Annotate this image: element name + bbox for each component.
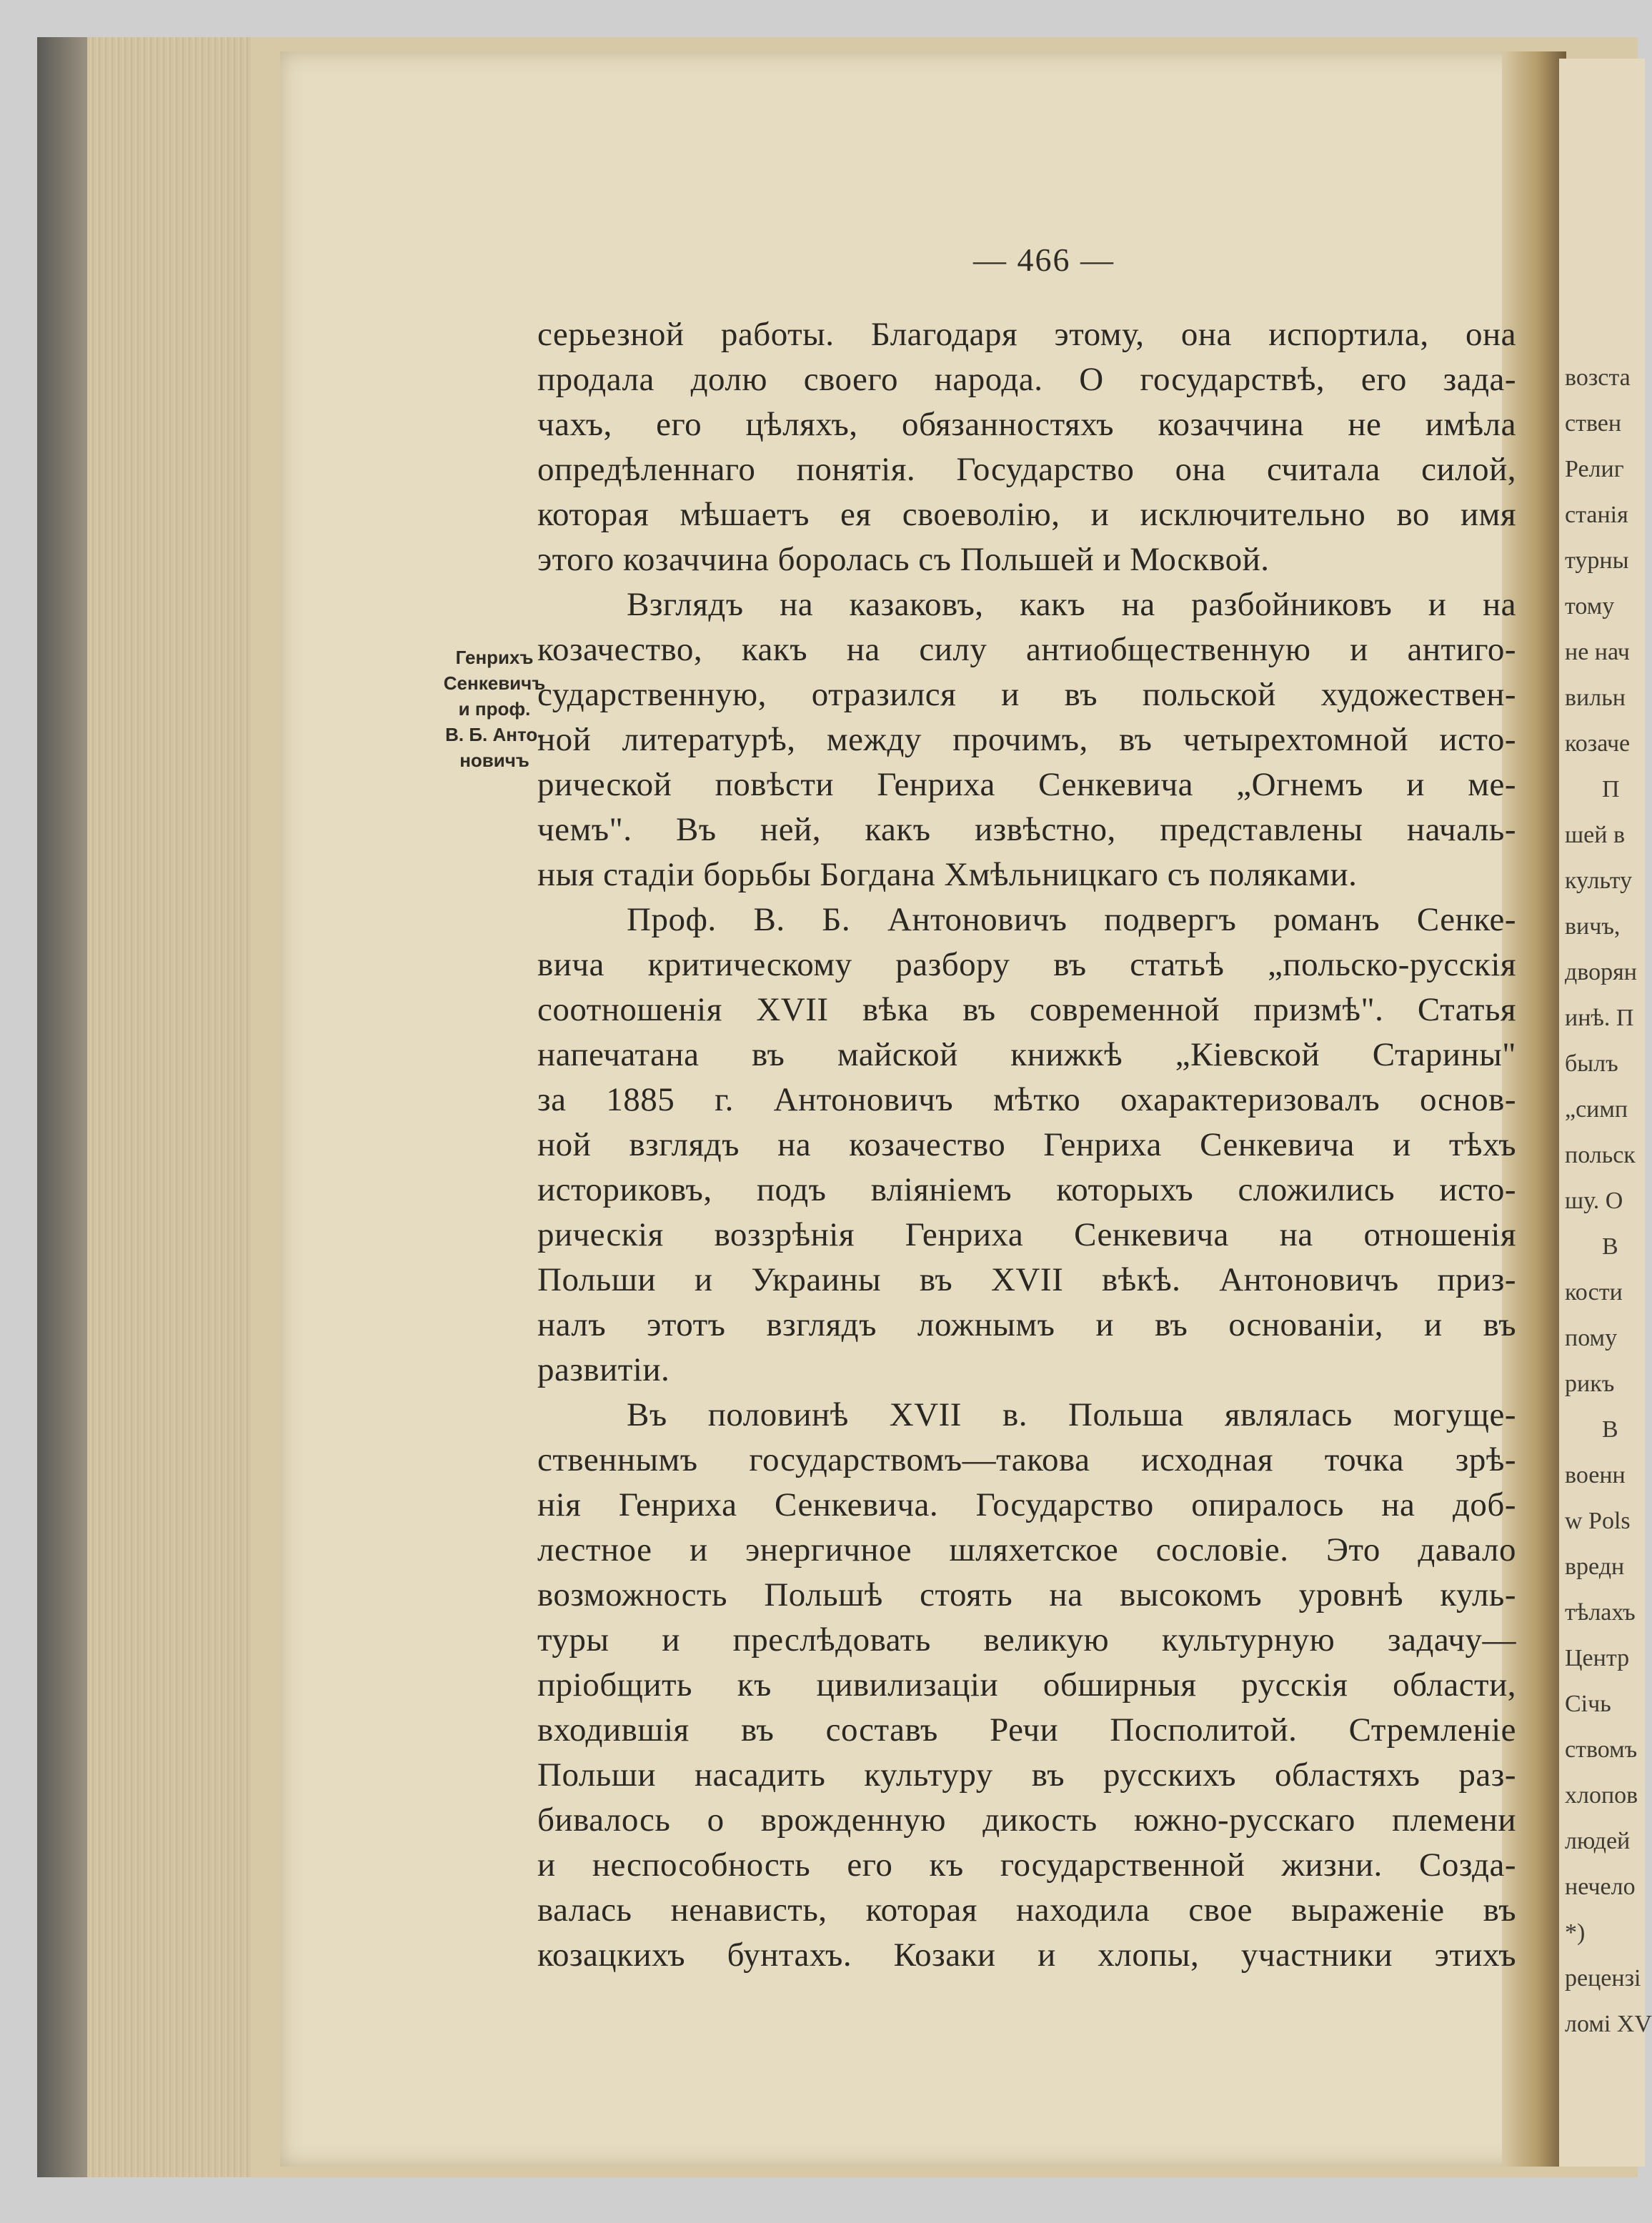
facing-page-line: былъ (1565, 1050, 1618, 1077)
facing-page-line: тѣлахъ (1565, 1599, 1636, 1626)
facing-page-line: ствомъ (1565, 1736, 1638, 1763)
facing-page-line: тому (1565, 593, 1615, 620)
book-cover-edge (37, 37, 87, 2177)
text-line: ной литературѣ, между прочимъ, въ четырехтомной исто- (537, 721, 1516, 758)
facing-page-line: шу. О (1565, 1188, 1623, 1214)
text-line: возможность Польшѣ стоять на высокомъ уровнѣ куль- (537, 1576, 1516, 1613)
text-line: историковъ, подъ вліяніемъ которыхъ сложились исто- (537, 1171, 1516, 1208)
facing-page-line: рецензі (1565, 1965, 1641, 1991)
text-line: нія Генриха Сенкевича. Государство опиралось на доб- (537, 1486, 1516, 1523)
text-line: валась ненависть, которая находила свое выраженіе въ (537, 1891, 1516, 1929)
facing-page-line: вичъ, (1565, 913, 1621, 940)
text-line: Польши насадить культуру въ русскихъ областяхъ раз- (537, 1756, 1516, 1794)
text-line: козацкихъ бунтахъ. Козаки и хлопы, участники этихъ (537, 1936, 1516, 1974)
facing-page-line: военн (1565, 1462, 1626, 1488)
text-line: Польши и Украины въ XVII вѣкѣ. Антоновичъ приз- (537, 1261, 1516, 1298)
margin-note-line: В. Б. Анто- (445, 724, 544, 745)
facing-page-line: В (1602, 1416, 1618, 1443)
facing-page-line: людей (1565, 1828, 1631, 1854)
text-line: чахъ, его цѣляхъ, обязанностяхъ козаччина не имѣла (537, 406, 1516, 443)
facing-page-line: П (1602, 776, 1620, 802)
facing-page-line: „симп (1565, 1096, 1628, 1123)
margin-note-line: новичъ (459, 750, 529, 771)
facing-page-line: станія (1565, 502, 1628, 528)
text-line: опредѣленнаго понятія. Государство она считала силой, (537, 451, 1516, 488)
facing-page-line: Січь (1565, 1691, 1611, 1717)
facing-page-line: инѣ. П (1565, 1005, 1634, 1031)
facing-page-line: польск (1565, 1142, 1636, 1168)
text-line: Въ половинѣ XVII в. Польша являлась могуще- (627, 1396, 1516, 1433)
text-line: и неспособность его къ государственной жизни. Созда- (537, 1846, 1516, 1884)
facing-page-line: кости (1565, 1279, 1623, 1306)
text-line: продала долю своего народа. О государствѣ, его зада- (537, 361, 1516, 398)
facing-page-line: В (1602, 1233, 1618, 1260)
facing-page-line: турны (1565, 547, 1629, 574)
text-line: бивалось о врожденную дикость южно-русскаго племени (537, 1801, 1516, 1839)
text-line: туры и преслѣдовать великую культурную задачу— (537, 1621, 1516, 1658)
text-line: серьезной работы. Благодаря этому, она испортила, она (537, 316, 1516, 353)
facing-page-line: козаче (1565, 730, 1631, 757)
text-line: лестное и энергичное шляхетское сословіе. Это давало (537, 1531, 1516, 1568)
text-line: напечатана въ майской книжкѣ „Кіевской Старины" (537, 1036, 1516, 1073)
text-line: этого козаччина боролась съ Польшей и Москвой. (537, 541, 1270, 578)
facing-page-line: культу (1565, 867, 1633, 894)
margin-note-line: и проф. (458, 698, 531, 720)
text-line: соотношенія XVII вѣка въ современной призмѣ". Статья (537, 991, 1516, 1028)
body-text (537, 312, 1516, 1978)
text-line: Проф. В. Б. Антоновичъ подвергъ романъ Сенке- (627, 901, 1516, 938)
facing-page-line: не нач (1565, 639, 1630, 665)
facing-page-line: нечело (1565, 1874, 1636, 1900)
facing-page-line: ломі XV (1565, 2011, 1652, 2037)
facing-page-line: ствен (1565, 410, 1622, 437)
text-line: пріобщить къ цивилизаціи обширныя русскія области, (537, 1666, 1516, 1704)
facing-page-line: пому (1565, 1325, 1618, 1351)
margin-note-line: Сенкевичъ (443, 672, 546, 694)
text-line: Взглядъ на казаковъ, какъ на разбойниковъ и на (627, 586, 1516, 623)
text-line: козачество, какъ на силу антиобщественную и антиго- (537, 631, 1516, 668)
facing-page-line: вильн (1565, 685, 1626, 711)
text-line: сударственную, отразился и въ польской художествен- (537, 676, 1516, 713)
facing-page-line: дворян (1565, 959, 1637, 985)
facing-page-line: Центр (1565, 1645, 1630, 1671)
text-line: развитіи. (537, 1351, 670, 1388)
text-line: за 1885 г. Антоновичъ мѣтко охарактеризовалъ основ- (537, 1081, 1516, 1118)
text-line: ственнымъ государствомъ—такова исходная точка зрѣ- (537, 1441, 1516, 1478)
text-line: входившія въ составъ Речи Посполитой. Стремленіе (537, 1711, 1516, 1749)
facing-page-line: возста (1565, 364, 1631, 391)
margin-note-line: Генрихъ (455, 647, 534, 668)
facing-page-line: рикъ (1565, 1371, 1615, 1397)
text-line: рической повѣсти Генриха Сенкевича „Огнемъ и ме- (537, 766, 1516, 803)
facing-page-fragment (1559, 59, 1652, 2167)
facing-page-line: Религ (1565, 456, 1624, 482)
text-line: ныя стадіи борьбы Богдана Хмѣльницкаго съ поляками. (537, 856, 1358, 893)
facing-page-line: шей в (1565, 822, 1626, 848)
text-line: ной взглядъ на козачество Генриха Сенкевича и тѣхъ (537, 1126, 1516, 1163)
text-line: чемъ". Въ ней, какъ извѣстно, представлены началь- (537, 811, 1516, 848)
facing-page-line: *) (1565, 1919, 1586, 1946)
text-line: рическія воззрѣнія Генриха Сенкевича на отношенія (537, 1216, 1516, 1253)
text-line: налъ этотъ взглядъ ложнымъ и въ основаніи, и въ (537, 1306, 1516, 1343)
scanned-book-spread (37, 37, 1652, 2177)
facing-page-line: хлопов (1565, 1782, 1638, 1809)
facing-page-line: w Pols (1565, 1508, 1631, 1534)
page-number: — 466 — (973, 242, 1115, 278)
text-line: вича критическому разбору въ статьѣ „польско-русскія (537, 946, 1516, 983)
facing-page-line: вредн (1565, 1553, 1625, 1580)
text-line: которая мѣшаетъ ея своеволію, и исключительно во имя (537, 496, 1516, 533)
